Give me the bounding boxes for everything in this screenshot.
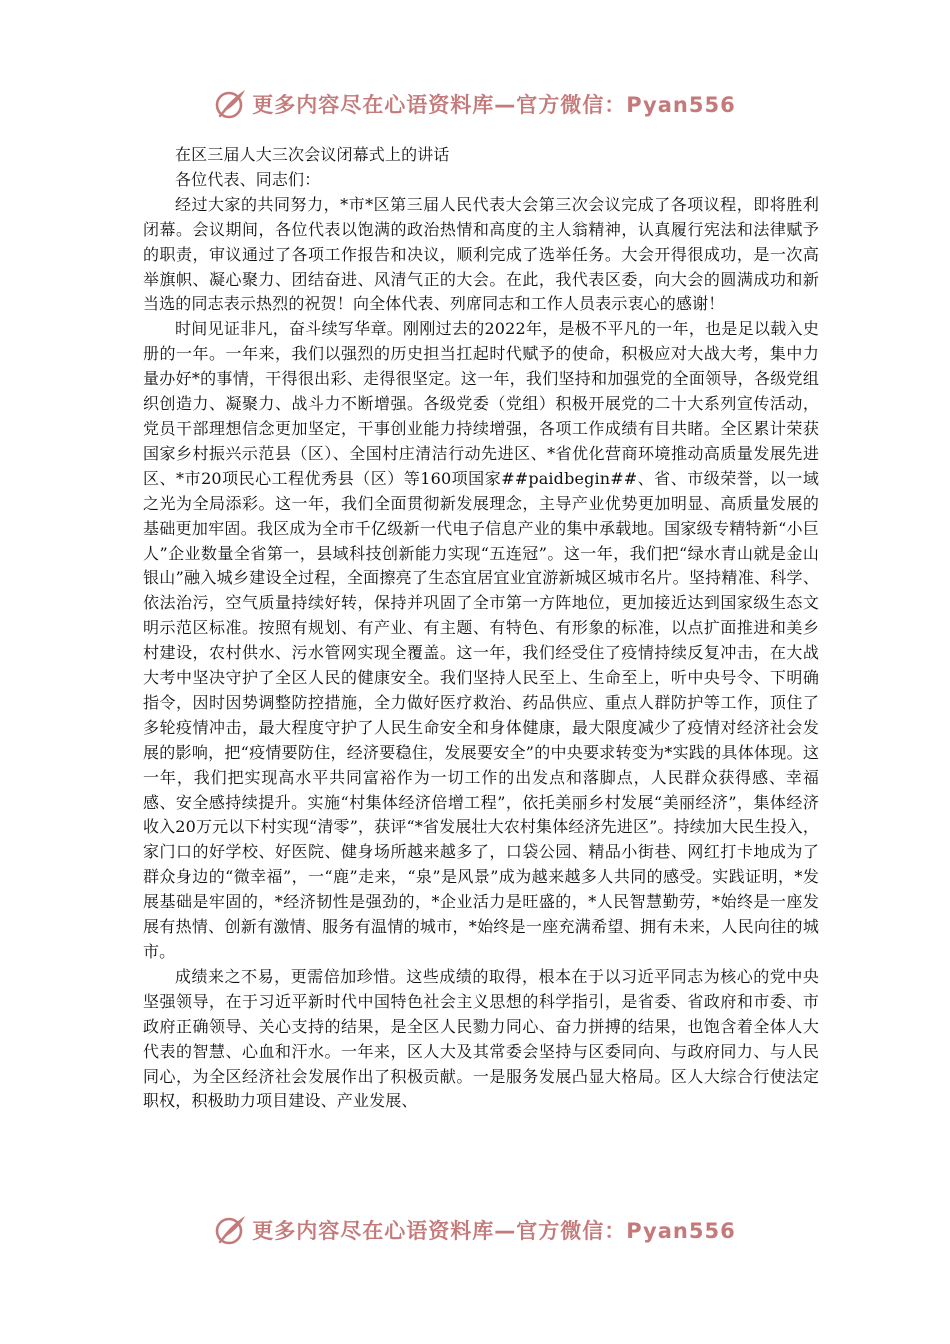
paragraph: 时间见证非凡，奋斗续写华章。刚刚过去的2022年，是极不平凡的一年，也是足以载入史册的一年。一年来，我们以强烈的历史担当扛起时代赋予的使命，积极应对大战大考，集中力量办好*的事情，干得很出彩、走得很坚定。这一年，我们坚持和加强党的全面领导，各级党组织创造力、凝聚力、战斗力不断增强。各级党委（党组）积极开展党的二十大系列宣传活动，党员干部理想信念更加坚定，干事创业能力持续增强，各项工作成绩有目共睹。全区累计荣获国家乡村振兴示范县（区）、全国村庄清洁行动先进区、*省优化营商环境推动高质量发展先进区、*市20项民心工程优秀县（区）等160项国家##paidbegin##、省、市级荣誉，以一域之光为全局添彩。这一年，我们全面贯彻新发展理念，主导产业优势更加明显、高质量发展的基础更加牢固。我区成为全市千亿级新一代电子信息产业的集中承载地。国家级专精特新“小巨人”企业数量全省第一，县域科技创新能力实现“五连冠”。这一年，我们把“绿水青山就是金山银山”融入城乡建设全过程，全面擦亮了生态宜居宜业宜游新城区城市名片。坚持精准、科学、依法治污，空气质量持续好转，保持并巩固了全市第一方阵地位，更加接近达到国家级生态文明示范区标准。按照有规划、有产业、有主题、有特色、有形象的标准，以点扩面推进和美乡村建设，农村供水、污水管网实现全覆盖。这一年，我们经受住了疫情持续反复冲击，在大战大考中坚决守护了全区人民的健康安全。我们坚持人民至上、生命至上，听中央号令、下明确指令，因时因势调整防控措施，全力做好医疗救治、药品供应、重点人群防护等工作，顶住了多轮疫情冲击，最大程度守护了人民生命安全和身体健康，最大限度减少了疫情对经济社会发展的影响，把“疫情要防住，经济要稳住，发展要安全”的中央要求转变为*实践的具体体现。这一年，我们把实现高水平共同富裕作为一切工作的出发点和落脚点，人民群众获得感、幸福感、安全感持续提升。实施“村集体经济倍增工程”，依托美丽乡村发展“美丽经济”，集体经济收入20万元以下村实现“清零”，获评“*省发展壮大农村集体经济先进区”。持续加大民生投入，家门口的好学校、好医院、健身场所越来越多了，口袋公园、精品小街巷、网红打卡地成为了群众身边的“微幸福”，一“鹿”走来，“泉”是风景”成为越来越多人共同的感受。实践证明，*发展基础是牢固的，*经济韧性是强劲的，*企业活力是旺盛的，*人民智慧勤劳，*始终是一座发展有热情、创新有激情、服务有温情的城市，*始终是一座充满希望、拥有未来，人民向往的城市。	[143, 319, 819, 961]
header-watermark	[0, 84, 950, 124]
paragraph: 成绩来之不易，更需倍加珍惜。这些成绩的取得，根本在于以习近平同志为核心的党中央坚强领导，在于习近平新时代中国特色社会主义思想的科学指引，是省委、省政府和市委、市政府正确领导、关心支持的结果，是全区人民勠力同心、奋力拼搏的结果，也饱含着全体人大代表的智慧、心血和汗水。一年来，区人大及其常委会坚持与区委同向、与政府同力、与人民同心，为全区经济社会发展作出了积极贡献。一是服务发展凸显大格局。区人大综合行使法定职权，积极助力项目建设、产业发展、	[143, 966, 819, 1111]
document-salutation: 各位代表、同志们：	[175, 169, 321, 189]
document-title: 在区三届人大三次会议闭幕式上的讲话	[175, 145, 450, 164]
quill-logo-icon	[214, 87, 248, 121]
header-watermark-text: 更多内容尽在心语资料库—官方微信：Pyan556	[252, 93, 736, 117]
paragraph: 经过大家的共同努力，*市*区第三届人民代表大会第三次会议完成了各项议程，即将胜利闭幕。会议期间，各位代表以饱满的政治热情和高度的主人翁精神，认真履行宪法和法律赋予的职责，审议通过了各项工作报告和决议，顺利完成了选举任务。大会开得很成功，是一次高举旗帜、凝心聚力、团结奋进、风清气正的大会。在此，我代表区委，向大会的圆满成功和新当选的同志表示热烈的祝贺！向全体代表、列席同志和工作人员表示衷心的感谢！	[143, 194, 819, 314]
footer-watermark	[0, 1210, 950, 1250]
quill-logo-icon	[214, 1213, 248, 1247]
footer-watermark-text: 更多内容尽在心语资料库—官方微信：Pyan556	[252, 1219, 736, 1243]
document-body	[143, 143, 819, 1114]
